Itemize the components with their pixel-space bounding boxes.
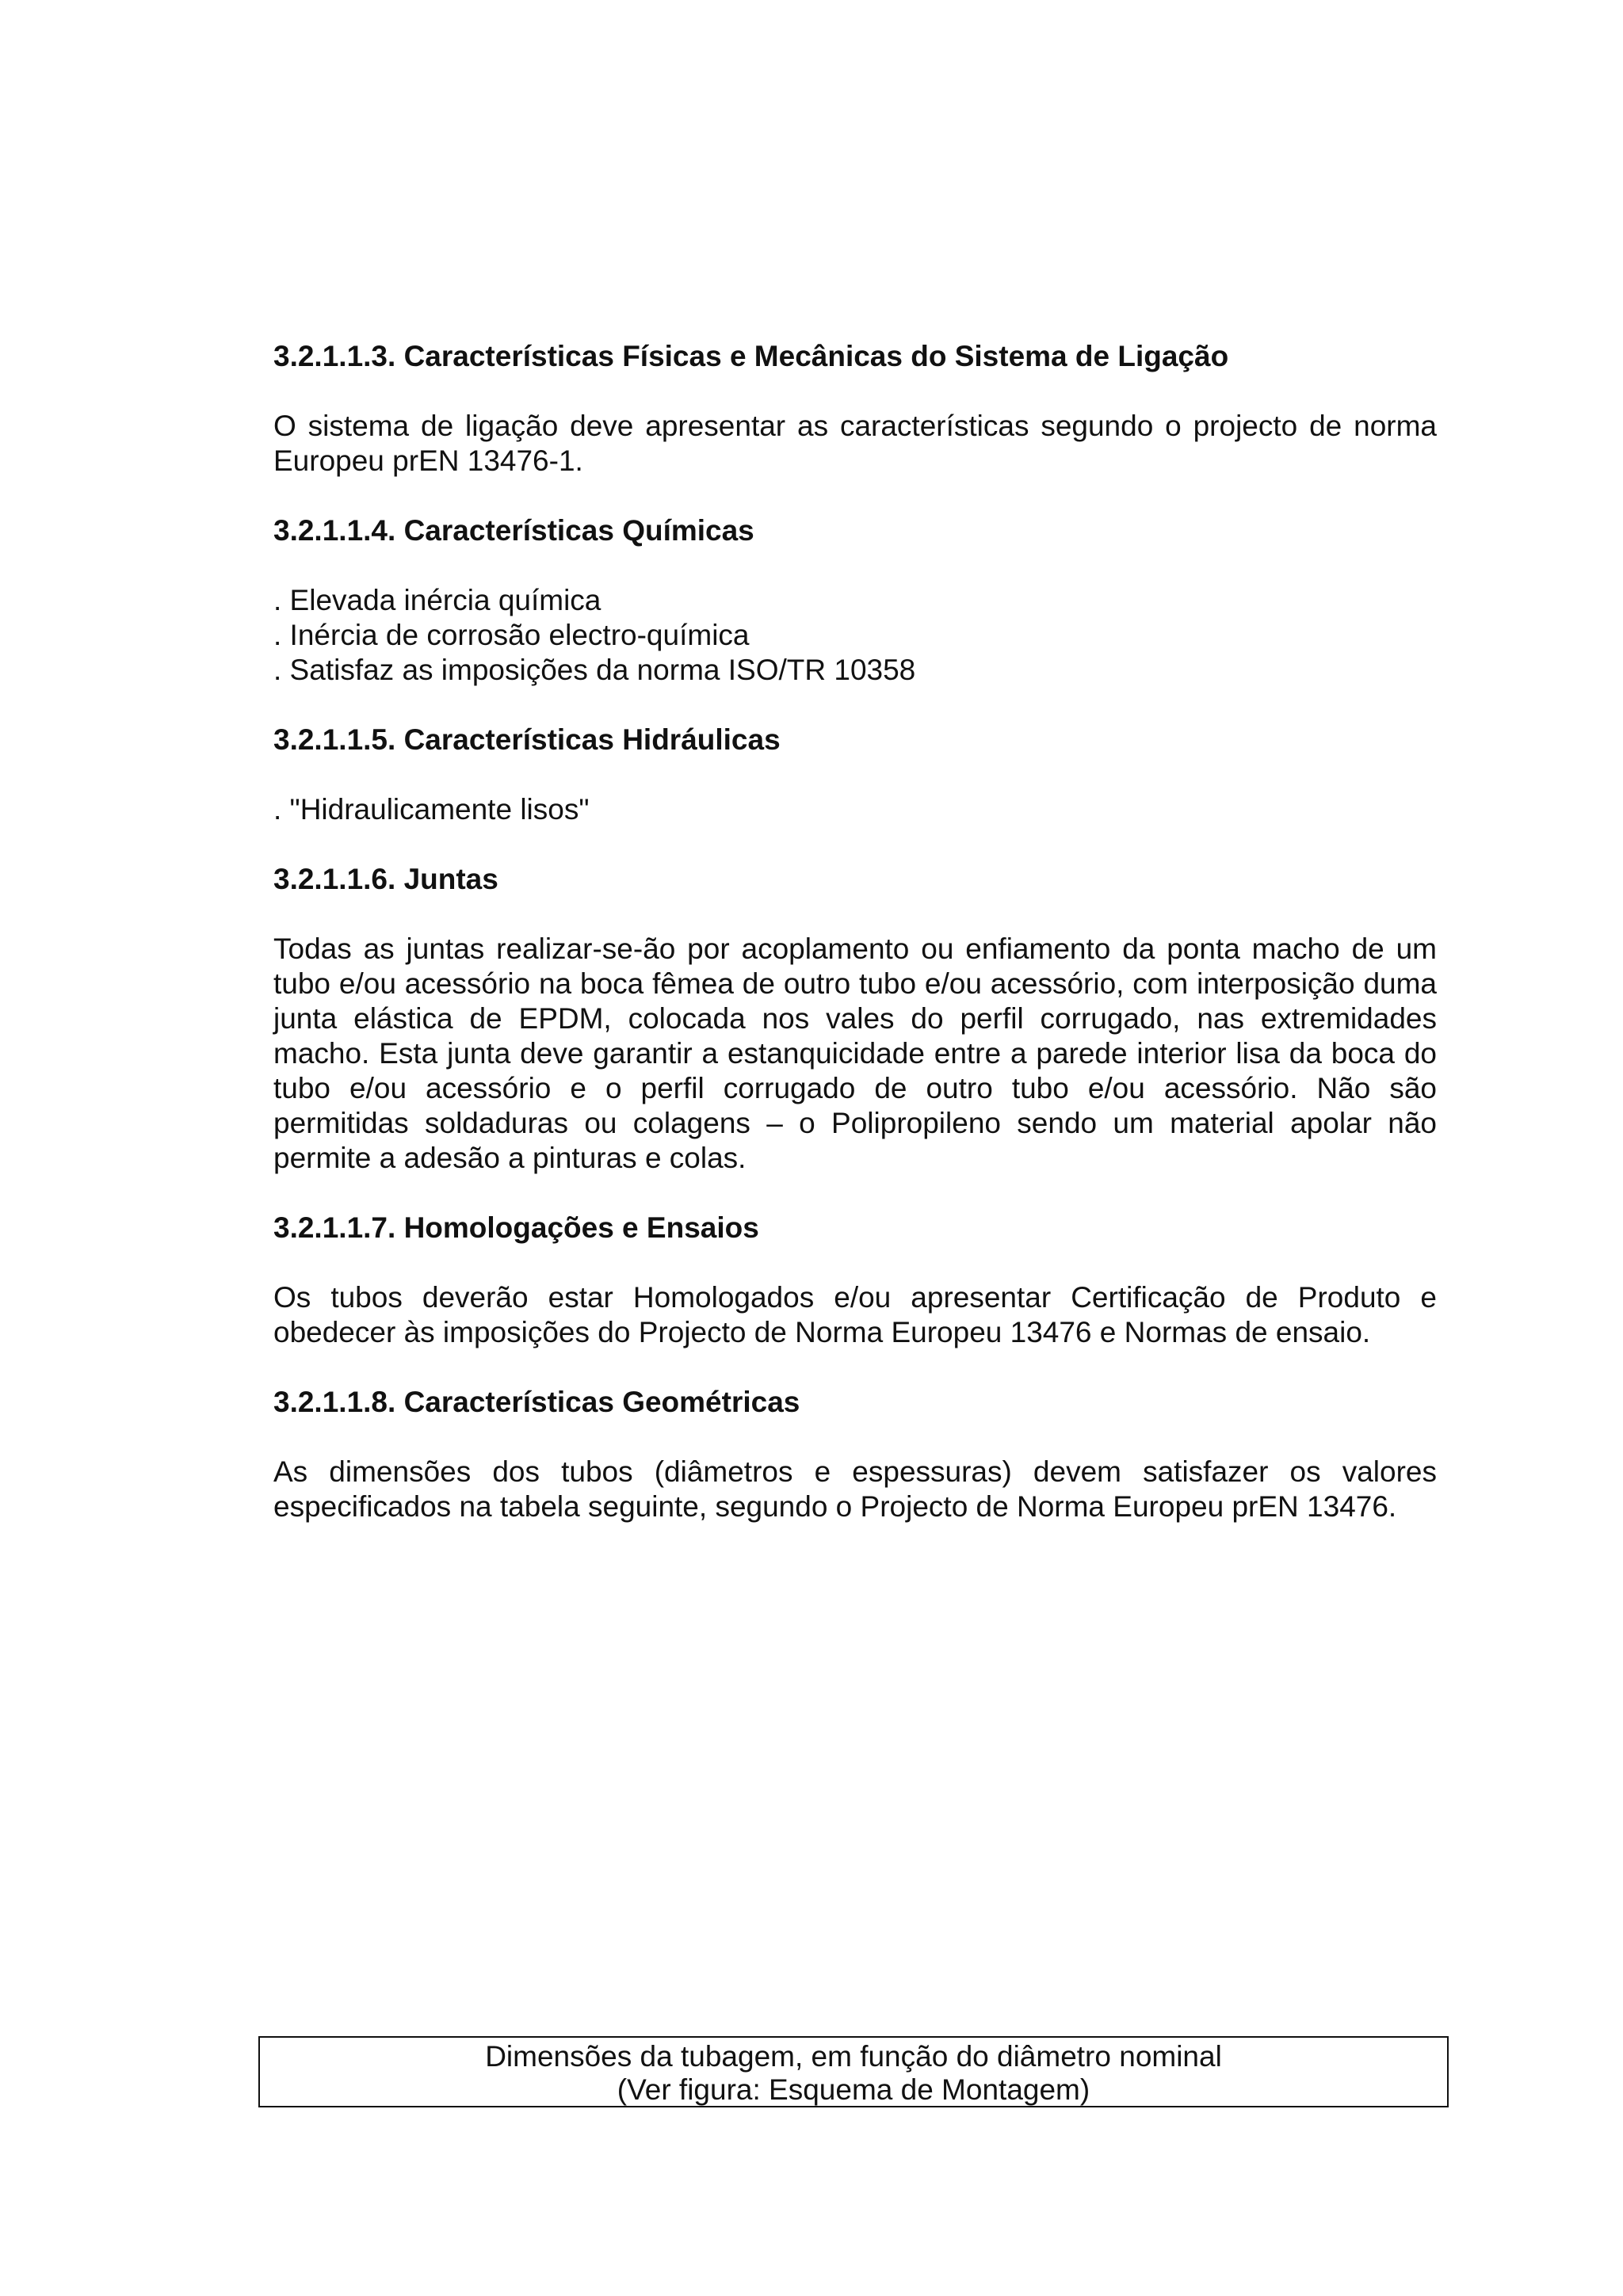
table-caption-note: (Ver figura: Esquema de Montagem)	[617, 2073, 1090, 2106]
section-heading: 3.2.1.1.8. Características Geométricas	[273, 1386, 800, 1418]
section-heading: 3.2.1.1.6. Juntas	[273, 863, 498, 895]
list-item: . "Hidraulicamente lisos"	[273, 793, 590, 826]
section-heading: 3.2.1.1.3. Características Físicas e Mecânicas do Sistema de Ligação	[273, 340, 1229, 372]
table-caption-title: Dimensões da tubagem, em função do diâmetro nominal	[485, 2040, 1222, 2073]
table-caption-box	[258, 2036, 1449, 2107]
section-paragraph: Todas as juntas realizar-se-ão por acoplamento ou enfiamento da ponta macho de um tubo e/ou acessório na boca fêmea de outro tubo e/ou acessório, com interposição duma junta elástica de EPDM, colocada nos vales do perfil corrugado, nas extremidades macho. Esta junta deve garantir a estanquicidade entre a parede interior lisa da boca do tubo e/ou acessório e o perfil corrugado de outro tubo e/ou acessório. Não são permitidas soldaduras ou colagens – o Polipropileno sendo um material apolar não permite a adesão a pinturas e colas.	[273, 933, 1437, 1174]
section-heading: 3.2.1.1.7. Homologações e Ensaios	[273, 1211, 759, 1244]
section-heading: 3.2.1.1.4. Características Químicas	[273, 514, 754, 547]
list-item: . Satisfaz as imposições da norma ISO/TR 10358	[273, 654, 916, 686]
section-heading: 3.2.1.1.5. Características Hidráulicas	[273, 723, 781, 756]
document-body	[273, 339, 1437, 1524]
list-item: . Elevada inércia química	[273, 584, 601, 616]
section-paragraph: O sistema de ligação deve apresentar as características segundo o projecto de norma Europeu prEN 13476-1.	[273, 410, 1437, 477]
list-item: . Inércia de corrosão electro-química	[273, 619, 750, 651]
section-paragraph: As dimensões dos tubos (diâmetros e espessuras) devem satisfazer os valores especificados na tabela seguinte, segundo o Projecto de Norma Europeu prEN 13476.	[273, 1455, 1437, 1523]
section-paragraph: Os tubos deverão estar Homologados e/ou apresentar Certificação de Produto e obedecer às imposições do Projecto de Norma Europeu 13476 e Normas de ensaio.	[273, 1281, 1437, 1348]
